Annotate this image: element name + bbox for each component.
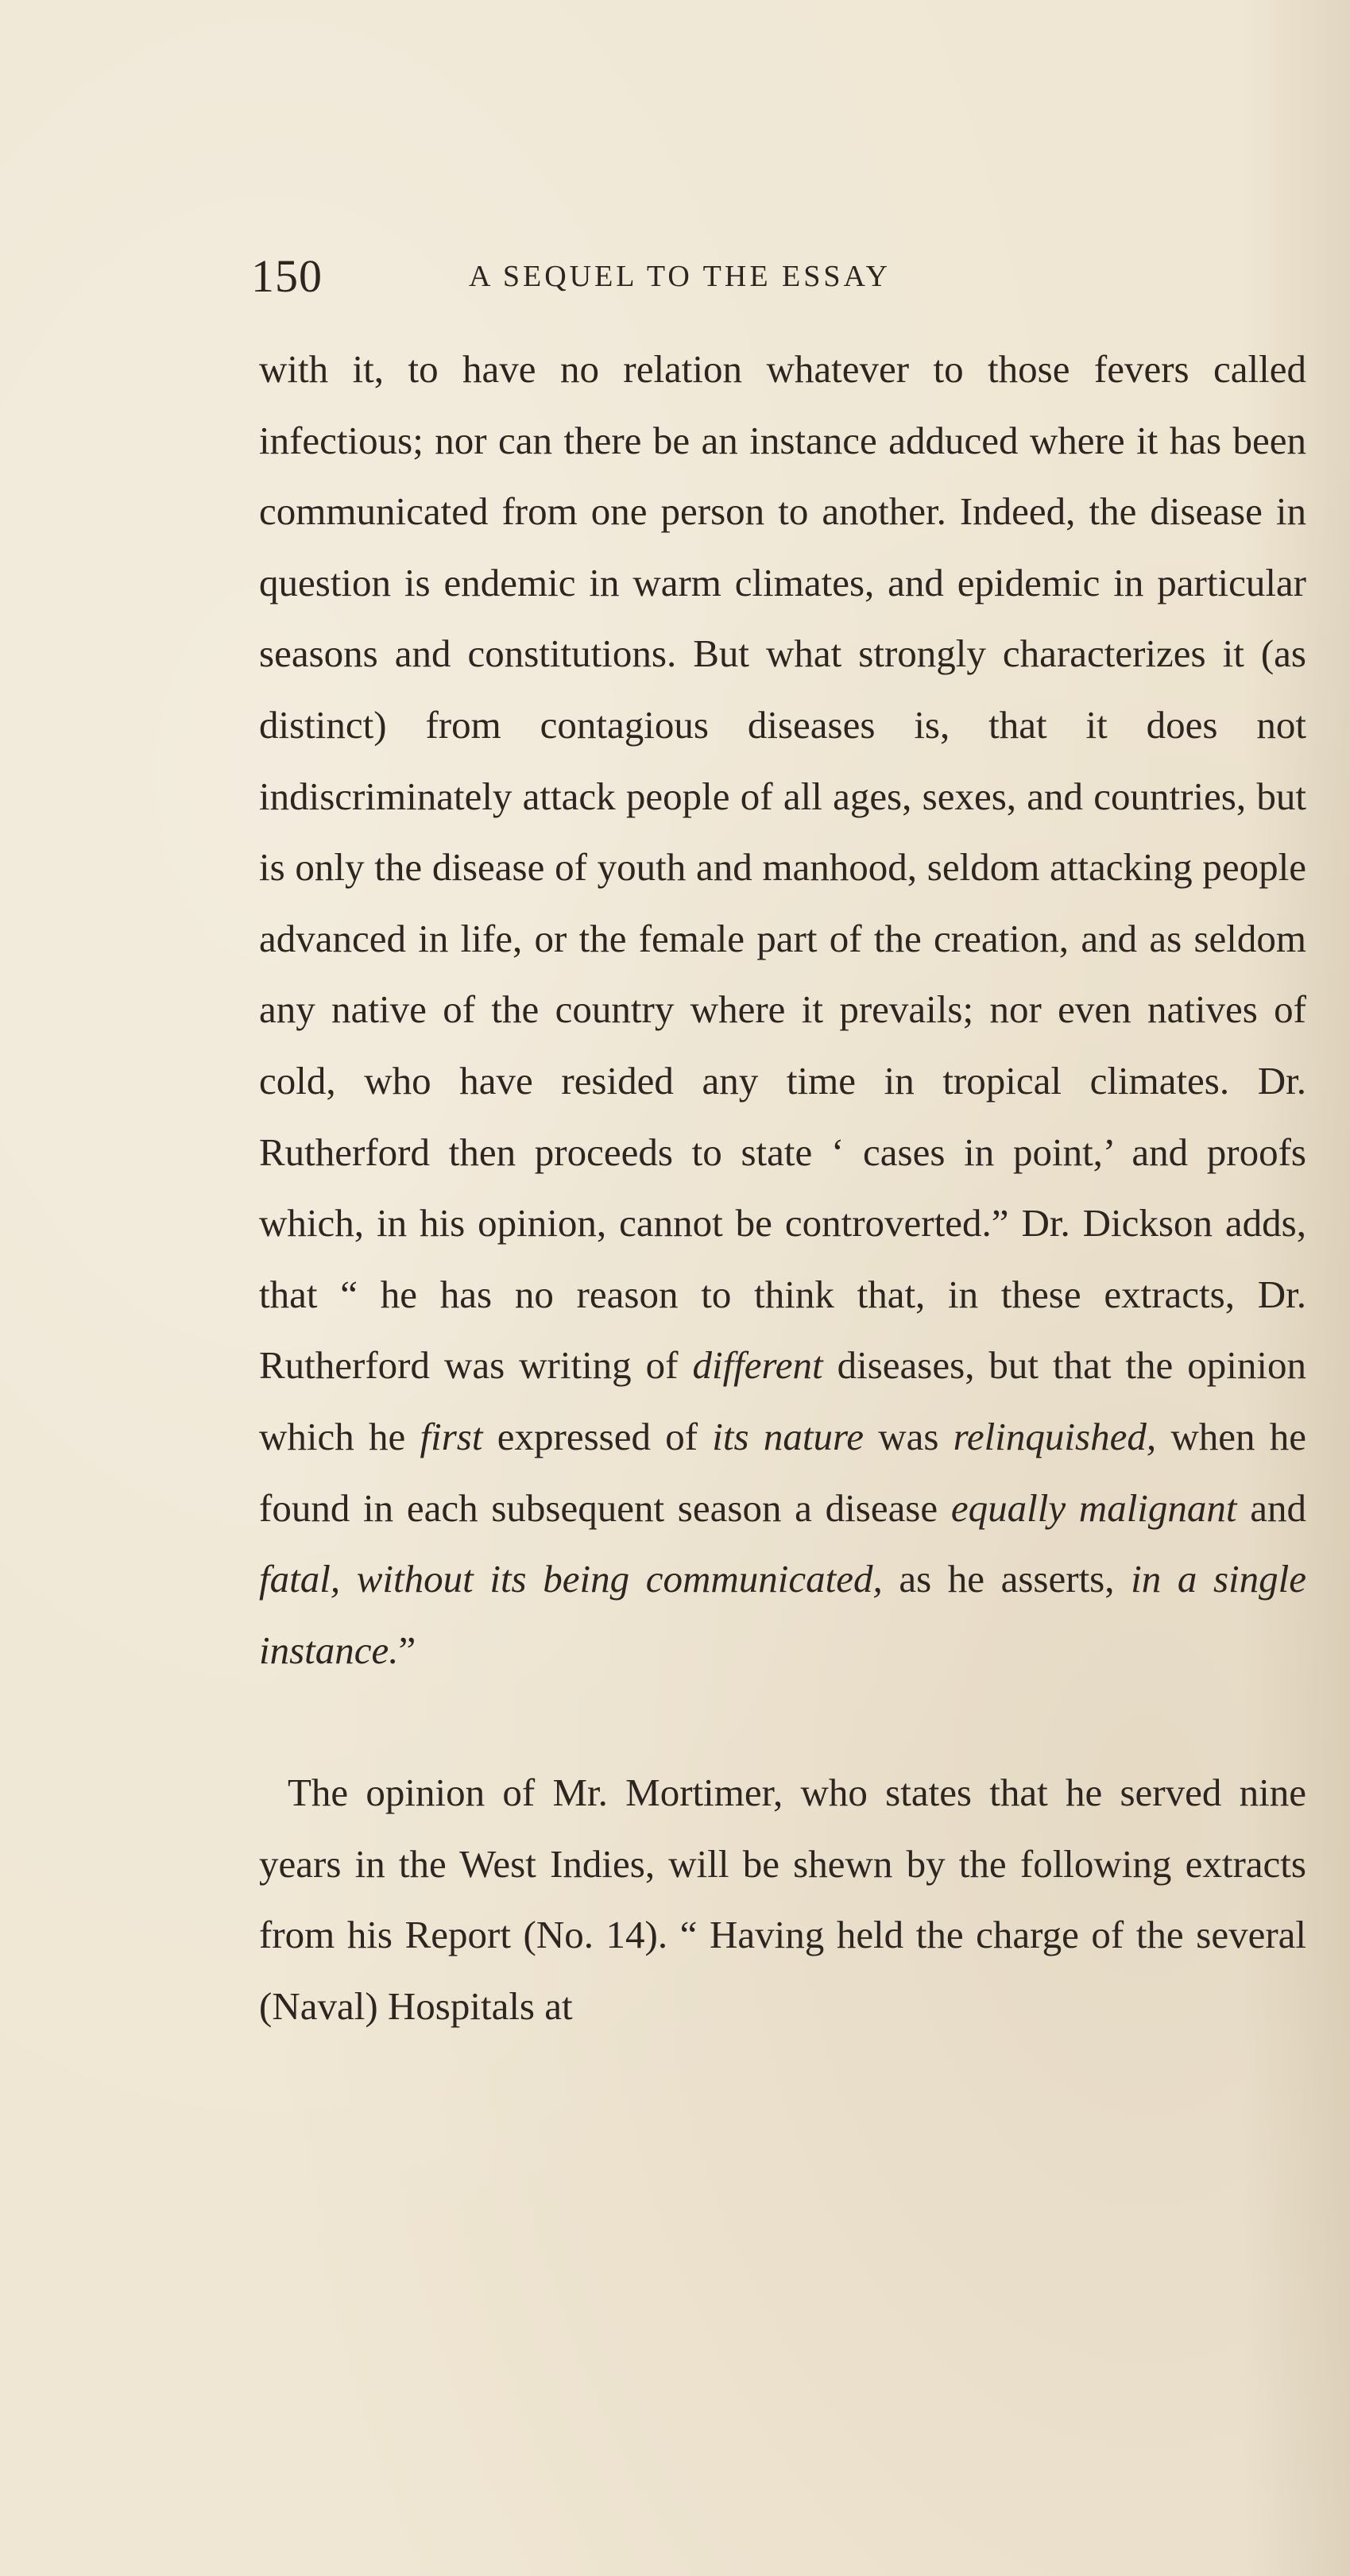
text-run: and <box>1236 1485 1307 1530</box>
page-number: 150 <box>251 250 323 302</box>
italic-run: fatal, without its being communicated, <box>259 1557 883 1601</box>
paragraph-2: The opinion of Mr. Mortimer, who states that he served nine years in the West Indies, will be shewn by the following extracts from his Report (No. 14). “ Having held the charge of the several (Naval) Hospitals at <box>259 1771 1306 2029</box>
italic-run: in a single instance. <box>259 1557 1306 1672</box>
italic-run: relinquished, <box>953 1414 1157 1458</box>
body-text <box>259 334 1306 2042</box>
text-run: expressed of <box>482 1414 713 1458</box>
italic-run: its nature <box>712 1414 864 1458</box>
text-run: when he found in each subsequent season a disease <box>259 1414 1306 1530</box>
paragraph-1 <box>259 334 1306 1686</box>
text-run: was <box>863 1414 954 1458</box>
text-run: diseases, but that the opinion which he <box>259 1343 1306 1458</box>
italic-run: first <box>420 1414 483 1458</box>
text-run: ” <box>398 1628 416 1672</box>
text-run: with it, to have no relation whatever to those fevers called infectious; nor can there be an instance adduced where it has been communicated from one person to another. Indeed, the disease in question is endemic in warm climates, and epidemic in particular seasons and constitutions. But what strongly characterizes it (as distinct) from contagious diseases is, that it does not indiscriminately attack people of all ages, sexes, and countries, but is only the disease of youth and manhood, seldom attacking people advanced in life, or the female part of the creation, and as seldom any native of the country where it prevails; nor even natives of cold, who have resided any time in tropical climates. Dr. Rutherford then proceeds to state ‘ cases in point,’ and proofs which, in his opinion, cannot be controverted.” Dr. Dickson adds, that “ he has no reason to think that, in these extracts, Dr. Rutherford was writing of <box>259 347 1306 1388</box>
running-head <box>251 245 1157 308</box>
italic-run: equally malignant <box>950 1485 1237 1530</box>
text-run: as he asserts, <box>882 1557 1131 1601</box>
italic-run: different <box>692 1343 823 1388</box>
running-title: A SEQUEL TO THE ESSAY <box>469 260 891 293</box>
